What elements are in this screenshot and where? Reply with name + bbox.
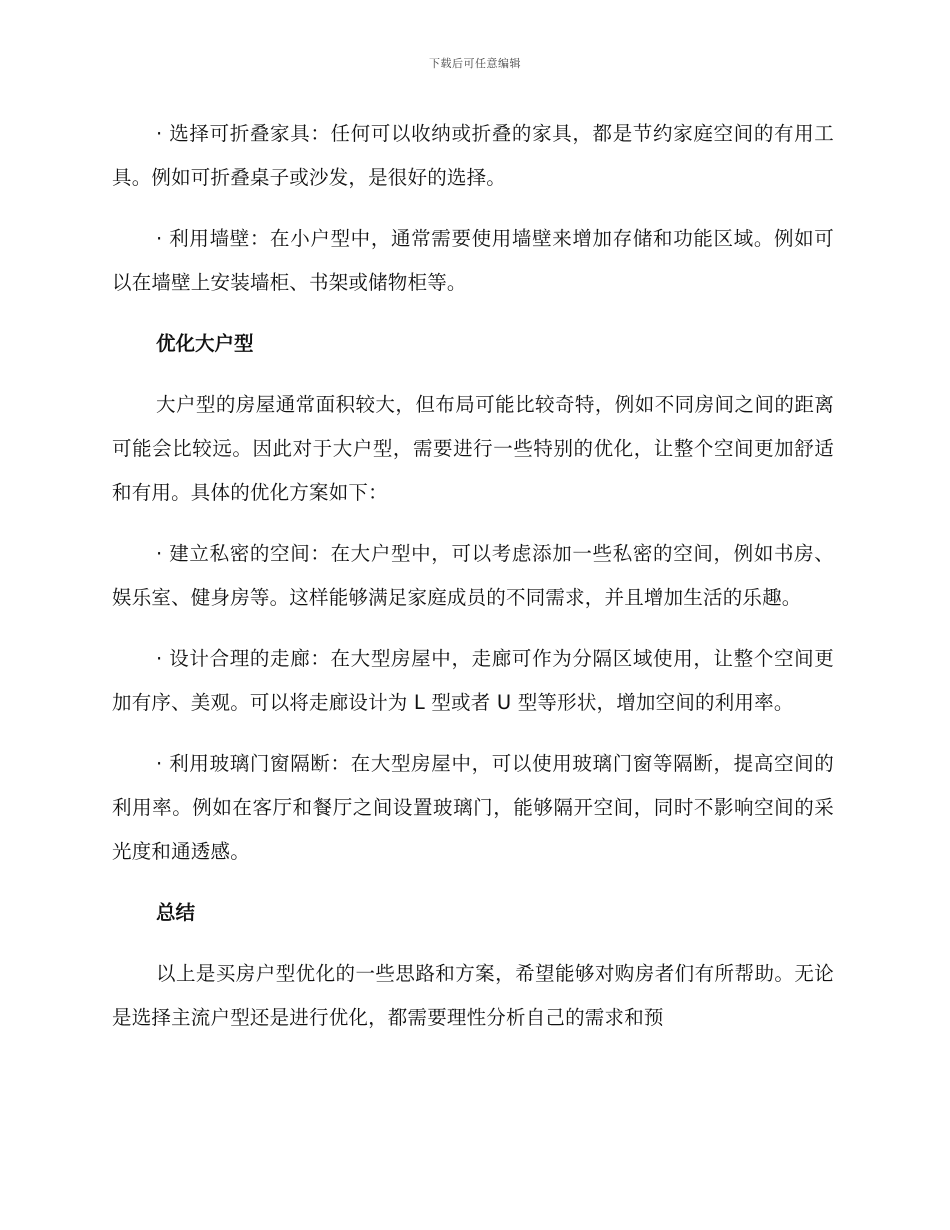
paragraph-glass-partition: · 利用玻璃门窗隔断：在大型房屋中，可以使用玻璃门窗等隔断，提高空间的利用率。例如在客厅和餐厅之间设置玻璃门，能够隔开空间，同时不影响空间的采光度和通透感。	[112, 752, 834, 863]
document-body	[112, 112, 834, 1057]
paragraph-corridor-design: · 设计合理的走廊：在大型房屋中，走廊可作为分隔区域使用，让整个空间更加有序、美观。可以将走廊设计为 L 型或者 U 型等形状，增加空间的利用率。	[112, 647, 834, 714]
paragraph-private-space: · 建立私密的空间：在大户型中，可以考虑添加一些私密的空间，例如书房、娱乐室、健身房等。这样能够满足家庭成员的不同需求，并且增加生活的乐趣。	[112, 542, 834, 609]
paragraph-use-walls: · 利用墙壁：在小户型中，通常需要使用墙壁来增加存储和功能区域。例如可以在墙壁上安装墙柜、书架或储物柜等。	[112, 227, 834, 294]
paragraph-foldable-furniture: · 选择可折叠家具：任何可以收纳或折叠的家具，都是节约家庭空间的有用工具。例如可折叠桌子或沙发，是很好的选择。	[112, 122, 834, 189]
section-heading-large-unit: 优化大户型	[156, 332, 254, 355]
section-heading-summary: 总结	[156, 901, 196, 924]
paragraph-large-unit-intro: 大户型的房屋通常面积较大，但布局可能比较奇特，例如不同房间之间的距离可能会比较远。因此对于大户型，需要进行一些特别的优化，让整个空间更加舒适和有用。具体的优化方案如下：	[112, 393, 834, 504]
header-note: 下载后可任意编辑	[429, 57, 521, 70]
paragraph-summary: 以上是买房户型优化的一些思路和方案，希望能够对购房者们有所帮助。无论是选择主流户型还是进行优化，都需要理性分析自己的需求和预	[112, 962, 834, 1029]
